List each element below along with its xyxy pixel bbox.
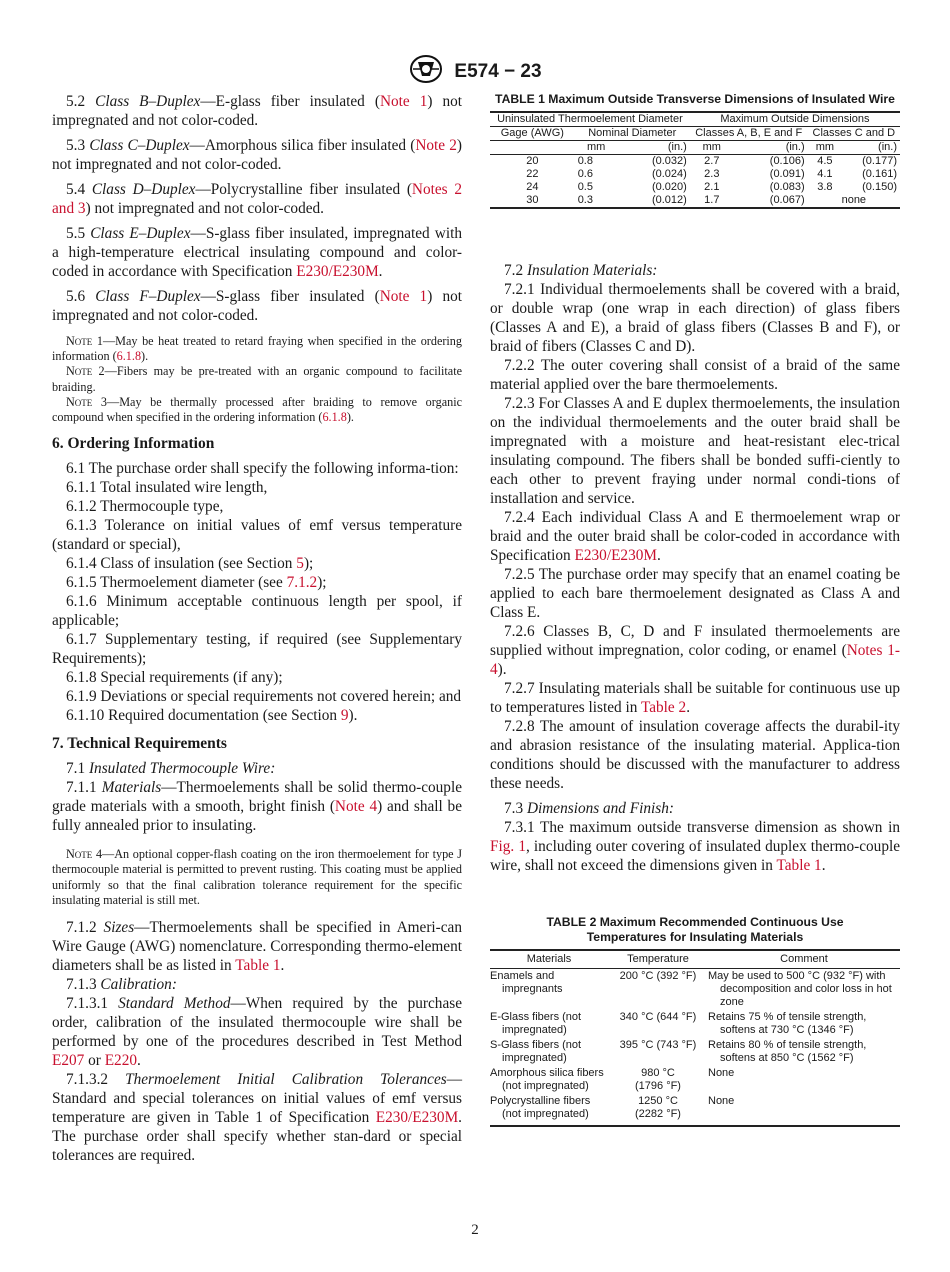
section-5-link[interactable]: 5 <box>296 555 304 573</box>
table-1-unit: (in.) <box>618 141 690 155</box>
section-6-1-8: 6.1.8 Special requirements (if any); <box>66 669 283 687</box>
table-2 <box>490 915 900 1127</box>
table-cell: 2.7 <box>704 155 720 167</box>
table-2-header: Materials <box>490 950 608 969</box>
note-1-link[interactable]: Note 1 <box>379 93 428 110</box>
table-cell: 0.5 <box>577 181 593 193</box>
section-6-1-6: 6.1.6 Minimum acceptable continuous length per spool, if applicable; <box>52 593 462 630</box>
astm-logo-icon <box>408 54 444 89</box>
ref-6-1-8-link[interactable]: 6.1.8 <box>116 349 142 364</box>
section-6-1-2: 6.1.2 Thermocouple type, <box>66 498 224 516</box>
table-1-unit: (in.) <box>734 141 808 155</box>
table-cell: 24 <box>526 181 539 193</box>
table-cell: Retains 75 % of tensile strength, softens at 730 °C (1346 °F) <box>708 1011 867 1036</box>
table-1-link[interactable]: Table 1 <box>235 957 281 975</box>
page-number: 2 <box>471 1222 479 1238</box>
table-1 <box>490 92 900 209</box>
section-7-1-3-1: 7.1.3.1 Standard Method—When required by the purchase order, calibration of the insulated thermocouple wire shall be performed by one of the procedures described in Test Method E207 or E220. <box>52 995 462 1070</box>
table-2-header: Temperature <box>608 950 708 969</box>
table-cell: May be used to 500 °C (932 °F) with decomposition and color loss in hot zone <box>708 970 892 1008</box>
section-7-1-2: 7.1.2 Sizes—Thermoelements shall be specified in Ameri-can Wire Gauge (AWG) nomenclature. Corresponding thermo-element diameters shall be as listed in Table 1. <box>52 919 462 975</box>
e230-link[interactable]: E230/E230M <box>574 547 657 564</box>
table-2-caption: TABLE 2 Maximum Recommended Continuous Use Temperatures for Insulating Materials <box>546 915 844 944</box>
table-cell: 2.1 <box>704 181 720 193</box>
page-header <box>0 54 950 89</box>
table-cell: Retains 80 % of tensile strength, softens at 850 °C (1562 °F) <box>708 1039 867 1064</box>
note-4: Note 4—An optional copper-flash coating on the iron thermoelement for type J thermocouple material is permitted to prevent rusting. This coating must be applied uniformly so that the final calibration tolerance requirement for the specific insulating material is still met. <box>52 847 462 907</box>
notes-2-3-link[interactable]: Notes 2 and 3 <box>52 181 462 217</box>
table-cell: None <box>708 1067 735 1079</box>
note-4-link[interactable]: Note 4 <box>334 798 378 816</box>
ref-6-1-8-link[interactable]: 6.1.8 <box>322 410 347 425</box>
table-cell: (0.106) <box>769 155 805 167</box>
fig-1-link[interactable]: Fig. 1 <box>490 838 526 855</box>
document-designation: E574 − 23 <box>454 60 542 82</box>
table-cell: (0.091) <box>769 168 805 180</box>
table-cell: 3.8 <box>817 181 833 193</box>
table-1-header: Gage (AWG) <box>490 127 575 141</box>
table-cell: 2.3 <box>704 168 720 180</box>
section-7-3-1: 7.3.1 The maximum outside transverse dimension as shown in Fig. 1, including outer covering of insulated duplex thermo-couple wire, shall not exceed the dimensions given in Table 1. <box>490 819 901 874</box>
section-6-1-1: 6.1.1 Total insulated wire length, <box>66 479 268 497</box>
table-cell: (0.020) <box>651 181 687 193</box>
note-3: Note 3—May be thermally processed after braiding to remove organic compound when specified in the ordering information (6.1.8). <box>52 394 462 425</box>
table-cell: (0.012) <box>618 194 690 208</box>
table-cell: 980 °C (1796 °F) <box>635 1067 681 1092</box>
table-2-link[interactable]: Table 2 <box>640 699 687 716</box>
section-7-2-2: 7.2.2 The outer covering shall consist of a braid of the same material applied over the bare thermoelements. <box>490 357 900 393</box>
section-7-2-1: 7.2.1 Individual thermoelements shall be covered with a braid, or double wrap (one wrap in each direction) of glass fibers (Classes A and E), a braid of glass fibers (Classes B and F), or braid of fibers (Classes C and D). <box>490 281 900 355</box>
table-cell: 0.8 <box>577 155 593 167</box>
table-cell: Enamels and impregnants <box>490 970 563 995</box>
section-7-2-4: 7.2.4 Each individual Class A and E thermoelement wrap or braid and the outer braid shall be color-coded in accordance with Specification E230/E230M. <box>490 509 900 564</box>
table-cell: Polycrystalline fibers (not impregnated) <box>490 1094 608 1126</box>
table-cell: 30 <box>490 194 575 208</box>
table-1-header: Uninsulated Thermoelement Diameter <box>490 112 690 127</box>
table-cell: (0.032) <box>651 155 687 167</box>
section-5-2: 5.2 Class B–Duplex—E-glass fiber insulated (Note 1) not impregnated and not color-coded. <box>52 93 463 129</box>
table-1-header: Classes A, B, E and F <box>690 127 808 141</box>
table-cell: 4.1 <box>817 168 833 180</box>
section-6-1-10: 6.1.10 Required documentation (see Section 9). <box>66 707 358 725</box>
table-row <box>490 155 900 169</box>
section-7-1-1: 7.1.1 Materials—Thermoelements shall be solid thermo-couple grade materials with a smooth, bright finish (Note 4) and shall be fully annealed prior to insulating. <box>52 779 462 835</box>
table-1-link[interactable]: Table 1 <box>776 857 822 874</box>
section-7-2-3: 7.2.3 For Classes A and E duplex thermoelements, the insulation on the individual thermoelements and the outer braid shall be impregnated with a moisture and heat-resistant elec-trical insulating compound. The fibers shall be bonded suffi-ciently to each other to prevent fraying under normal condi-tions of installation and service. <box>490 395 900 507</box>
table-1-header: Nominal Diameter <box>575 127 690 141</box>
section-6-1-9: 6.1.9 Deviations or special requirements not covered herein; and <box>66 688 462 706</box>
section-5-4: 5.4 Class D–Duplex—Polycrystalline fiber insulated (Notes 2 and 3) not impregnated and not color-coded. <box>52 181 462 217</box>
table-1-unit: mm <box>690 141 734 155</box>
table-row <box>490 1094 900 1126</box>
note-2-link[interactable]: Note 2 <box>415 137 457 154</box>
table-cell: (0.161) <box>862 168 897 180</box>
table-cell: (0.067) <box>734 194 808 208</box>
e230-link[interactable]: E230/E230M <box>375 1109 459 1127</box>
table-cell: 1.7 <box>690 194 734 208</box>
table-cell: 4.5 <box>817 155 833 167</box>
section-7-1: 7.1 Insulated Thermocouple Wire: <box>66 760 276 778</box>
table-cell: 0.3 <box>575 194 618 208</box>
table-row <box>490 1066 900 1094</box>
table-row <box>490 1010 900 1038</box>
table-1-header: Maximum Outside Dimensions <box>690 112 900 127</box>
section-7-1-3-2: 7.1.3.2 Thermoelement Initial Calibration Tolerances—Standard and special tolerances on initial values of emf versus temperature are given in Table 1 of Specification E230/E230M. The purchase order shall specify whether stan-dard or special tolerances are required. <box>52 1071 462 1165</box>
notes-1-4-link[interactable]: Notes 1-4 <box>490 642 901 678</box>
table-row <box>490 194 900 208</box>
section-7-1-3: 7.1.3 Calibration: <box>66 976 177 994</box>
e230-link[interactable]: E230/E230M <box>296 263 379 280</box>
section-7-2-7: 7.2.7 Insulating materials shall be suitable for continuous use up to temperatures listed in Table 2. <box>490 680 900 716</box>
note-1: Note 1—May be heat treated to retard fraying when specified in the ordering information (6.1.8). <box>52 334 462 364</box>
section-6-1-4: 6.1.4 Class of insulation (see Section 5); <box>66 555 314 573</box>
table-row <box>490 969 900 1011</box>
e220-link[interactable]: E220 <box>104 1052 137 1070</box>
section-7-2-5: 7.2.5 The purchase order may specify that an enamel coating be applied to each bare thermoelement designated as Class A and Class E. <box>490 566 900 621</box>
section-5-6: 5.6 Class F–Duplex—S-glass fiber insulated (Note 1) not impregnated and not color-coded. <box>52 288 462 324</box>
table-cell: None <box>708 1094 900 1126</box>
section-7-2: 7.2 Insulation Materials: <box>504 262 658 279</box>
table-cell: 22 <box>526 168 539 180</box>
section-6-1-7: 6.1.7 Supplementary testing, if required (see Supplementary Requirements); <box>52 631 462 668</box>
table-cell: 1250 °C (2282 °F) <box>608 1094 708 1126</box>
table-cell: 0.6 <box>577 168 593 180</box>
section-5-5: 5.5 Class E–Duplex—S-glass fiber insulated, impregnated with a high-temperature electrical insulating compound and color-coded in accordance with Specification E230/E230M. <box>52 225 462 280</box>
note-1-link[interactable]: Note 1 <box>379 288 428 305</box>
table-row <box>490 181 900 194</box>
table-cell: 20 <box>526 155 539 167</box>
section-7-3: 7.3 Dimensions and Finish: <box>504 800 674 817</box>
table-row <box>490 1038 900 1066</box>
table-cell: (0.177) <box>862 155 897 167</box>
section-7-2-6: 7.2.6 Classes B, C, D and F insulated thermoelements are supplied without impregnation, color coding, or enamel (Notes 1-4). <box>490 623 901 678</box>
table-cell: S-Glass fibers (not impregnated) <box>490 1039 582 1064</box>
section-9-link[interactable]: 9 <box>340 707 349 725</box>
heading-technical-requirements: 7. Technical Requirements <box>52 735 227 753</box>
section-5-3: 5.3 Class C–Duplex—Amorphous silica fiber insulated (Note 2) not impregnated and not color-coded. <box>52 137 462 173</box>
table-1-unit: mm <box>575 141 618 155</box>
table-cell: 200 °C (392 °F) <box>619 970 697 982</box>
table-cell: (0.083) <box>769 181 805 193</box>
ref-7-1-2-link[interactable]: 7.1.2 <box>286 574 318 592</box>
note-2: Note 2—Fibers may be pre-treated with an organic compound to facilitate braiding. <box>52 364 462 394</box>
e207-link[interactable]: E207 <box>52 1052 85 1070</box>
table-cell: (0.150) <box>862 181 897 193</box>
table-cell: 340 °C (644 °F) <box>619 1011 697 1023</box>
table-cell: 395 °C (743 °F) <box>619 1039 697 1051</box>
table-cell: (0.024) <box>651 168 687 180</box>
section-6-1-3: 6.1.3 Tolerance on initial values of emf versus temperature (standard or special), <box>52 517 462 554</box>
table-1-unit: mm <box>808 141 842 155</box>
table-cell: E-Glass fibers (not impregnated) <box>490 1011 582 1036</box>
table-1-unit: (in.) <box>842 141 900 155</box>
table-row <box>490 168 900 181</box>
section-7-2-8: 7.2.8 The amount of insulation coverage affects the durabil-ity and abrasion resistance of the insulating material. Applica-tion conditions should be discussed with the manufacturer to address these needs. <box>490 718 900 792</box>
right-column <box>490 92 900 1127</box>
section-6-1-5: 6.1.5 Thermoelement diameter (see 7.1.2); <box>66 574 327 592</box>
table-cell: none <box>808 194 900 208</box>
table-cell: Amorphous silica fibers (not impregnated) <box>490 1067 604 1092</box>
table-2-header: Comment <box>708 950 900 969</box>
left-column <box>52 92 462 1165</box>
section-6-1: 6.1 The purchase order shall specify the following informa-tion: <box>66 460 459 478</box>
table-1-header: Classes C and D <box>808 127 900 141</box>
heading-ordering-information: 6. Ordering Information <box>52 435 215 453</box>
table-1-caption: TABLE 1 Maximum Outside Transverse Dimensions of Insulated Wire <box>495 92 895 106</box>
